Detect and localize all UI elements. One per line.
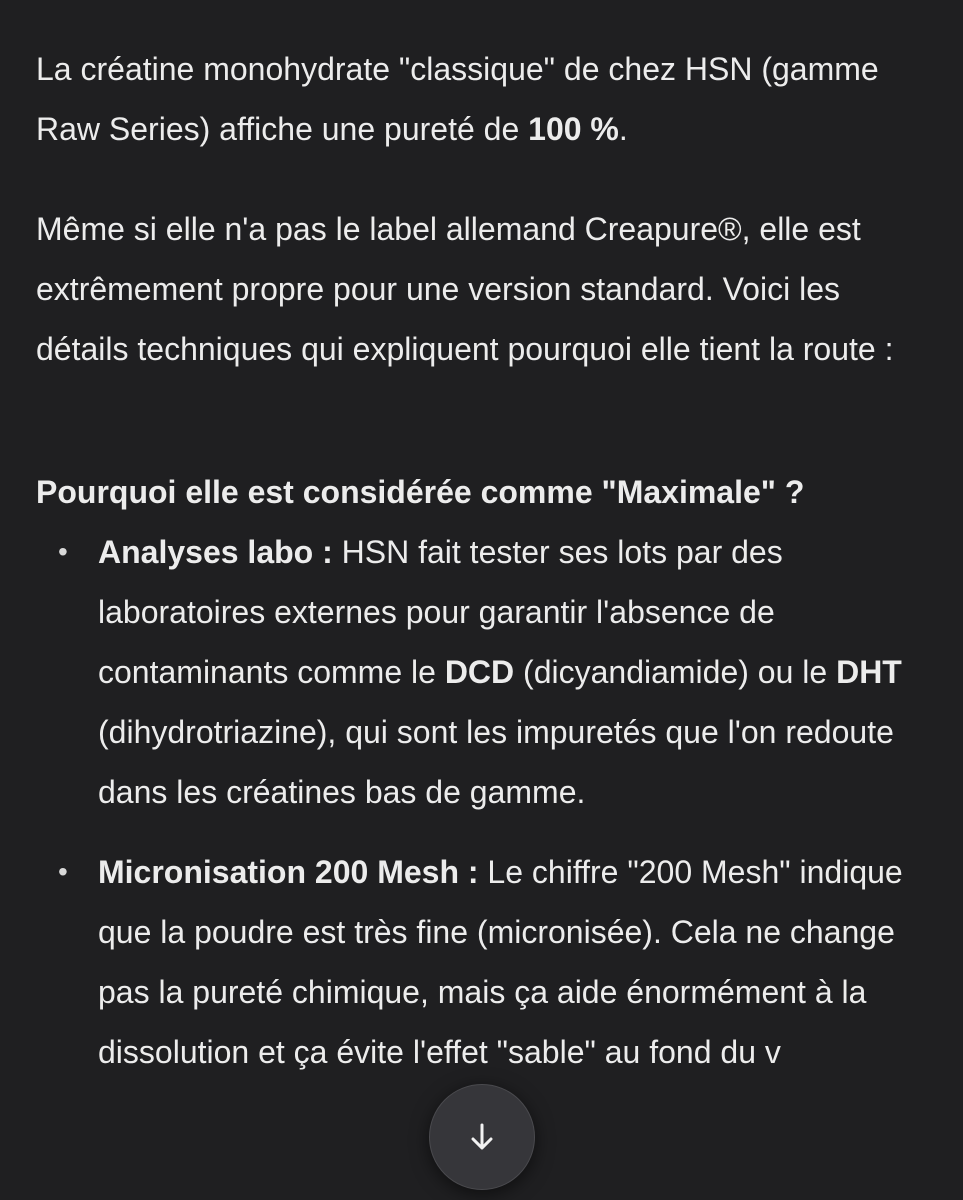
list-item <box>36 522 936 822</box>
bullet-icon: • <box>58 536 68 567</box>
list-item-text: (dihydrotriazine), qui sont les impuretés que l'on redoute dans les créatines bas de gamme. <box>98 714 894 810</box>
bullet-list <box>36 522 936 1082</box>
arrow-down-icon <box>469 1122 495 1152</box>
purity-value: 100 % <box>528 111 619 147</box>
paragraph-creapure: Même si elle n'a pas le label allemand Creapure®, elle est extrêmement propre pour une version standard. Voici les détails techniques qui expliquent pourquoi elle tient la route : <box>36 211 894 367</box>
list-item-title: Micronisation 200 Mesh : <box>98 854 479 890</box>
list-item-title: Analyses labo : <box>98 534 333 570</box>
list-item-bold: DCD <box>444 654 515 690</box>
paragraph-text: . <box>618 111 628 147</box>
list-item-bold: DHT <box>836 654 902 690</box>
list-item <box>36 842 936 1082</box>
list-item-text: Le chiffre "200 Mesh" indique que la poudre est très fine (micronisée). Cela ne change pas la pureté chimique, mais ça aide énormément à la dissolution et ça évite l'effet "sable" au fond du v <box>98 854 903 1070</box>
list-item-text: HSN fait tester ses lots par des laboratoires externes pour garantir l'absence de contaminants comme le <box>98 534 783 690</box>
list-item-text: (dicyandiamide) ou le <box>514 654 837 690</box>
paragraph-purity <box>36 39 936 159</box>
message-content <box>36 39 936 1082</box>
paragraph-text: La créatine monohydrate "classique" de chez HSN (gamme Raw Series) affiche une pureté de <box>36 51 879 147</box>
section-heading: Pourquoi elle est considérée comme "Maximale" ? <box>36 474 805 510</box>
scroll-to-bottom-button[interactable] <box>429 1084 535 1190</box>
bullet-icon: • <box>58 856 68 887</box>
